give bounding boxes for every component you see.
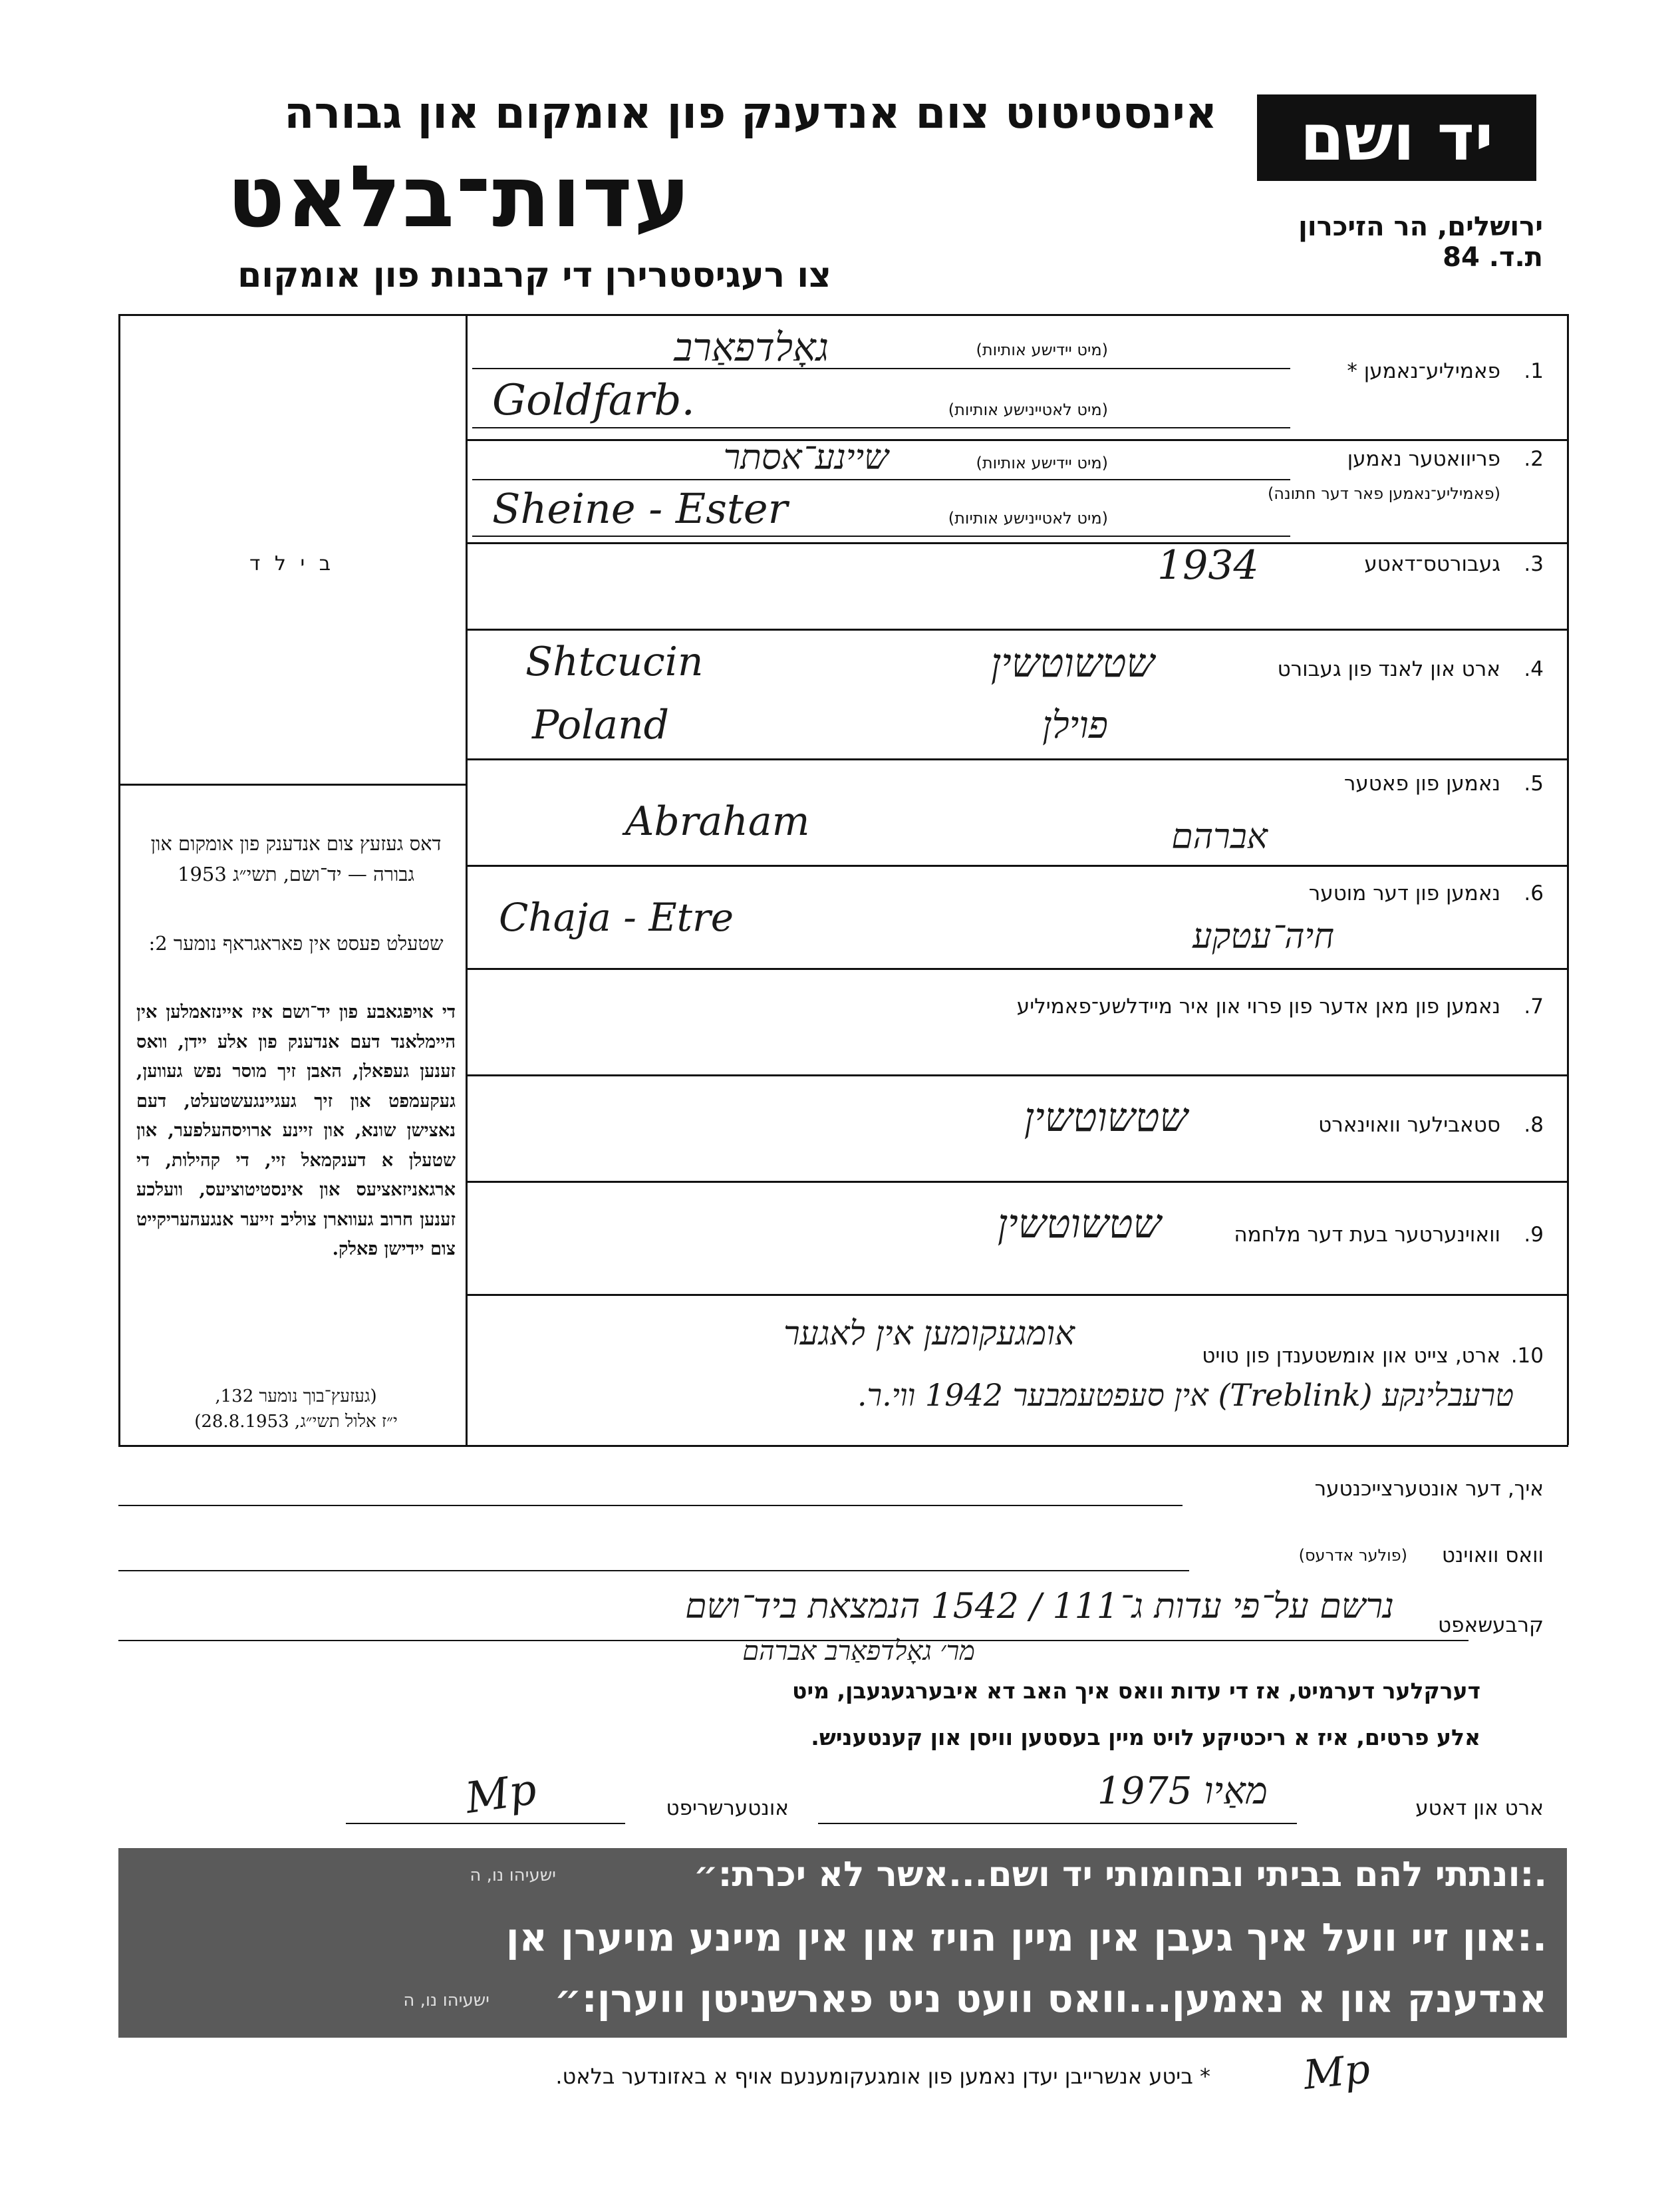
row-sep-2 xyxy=(466,542,1567,544)
law-ref-2: י״ז אלול תשי״ג, 28.8.1953) xyxy=(194,1412,398,1432)
relation-label: קרבעשאפט xyxy=(1438,1613,1544,1637)
field-label: ארט, צייט און אומשטענדן פון טויט xyxy=(1202,1344,1500,1368)
address-line[interactable] xyxy=(118,1570,1189,1571)
signature-mark[interactable]: Mp xyxy=(462,1764,540,1824)
footer-initials: Mp xyxy=(1301,2045,1373,2100)
hint-latin: (מיט לאטיינישע אותיות) xyxy=(948,400,1108,419)
birth-town-latin-value[interactable]: Shtcucin xyxy=(525,639,704,685)
field-sub-label: (פאמיליע־נאמען פאר דער חתונה) xyxy=(1267,484,1500,503)
place-date-line[interactable] xyxy=(818,1823,1297,1824)
law-text-2: שטעלט פעסט אין פאראגראף נומער 2: xyxy=(148,932,444,955)
declaration-line-1: דערקלער דערמיט, אז די עדות וואס איך האב דא איבערגעגעבן, מיט xyxy=(792,1678,1480,1704)
birth-town-yiddish-value[interactable]: שטשוטשין xyxy=(990,640,1155,687)
frame-top xyxy=(118,314,1568,316)
birth-country-latin-value[interactable]: Poland xyxy=(532,702,670,748)
institution-address xyxy=(1250,212,1543,273)
law-body: די אויפגאבע פון יד־ושם איז איינזאמלען אין היימלאנד דעם אנדענק פון אלע יידן, וואס זענען געפאלן, האבן זיך מוסר נפש געווען, געקעמפט און זיך געגיינגעשטעלט, דעם נאצישן שונא, און זיינע ארויסהעלפער, און שטעלן א דענקמאל זיי, די קהילות, די ארגאניזאציעס און אינסטיטוציעס, וועלכע זענען חרוב געווארן צוליב זייער אנגעהעריקייט צום יידישן פאלק. xyxy=(136,1002,456,1259)
field-number: 7. xyxy=(1524,995,1544,1019)
field-label: נאמען פון מאן אדער פון פרוי און איר מיידלשע־פאמיליע xyxy=(1016,995,1500,1019)
mother-name-yiddish-value[interactable]: חיה־עטקע xyxy=(1192,917,1334,957)
row-sep-3 xyxy=(466,629,1567,631)
mother-name-latin-value[interactable]: Chaja - Etre xyxy=(499,895,734,940)
family-name-yiddish-value[interactable]: גאָלדפאַרב xyxy=(674,325,829,370)
line-2a xyxy=(472,479,1290,480)
line-1b xyxy=(472,427,1290,428)
death-place-value-line-2[interactable]: טרעבלינקע (Treblink) אין סעפטעמבער 1942 ווי.ר. xyxy=(857,1377,1514,1413)
field-number: 9. xyxy=(1524,1223,1544,1247)
undersigned-line[interactable] xyxy=(118,1505,1183,1506)
row-sep-8 xyxy=(466,1181,1567,1183)
field-number: 8. xyxy=(1524,1113,1544,1137)
photo-placeholder: ב י ל ד xyxy=(249,552,335,575)
row-sep-5 xyxy=(466,865,1567,867)
declaration-line-2: אלע פרטים, איז א ריכטיקע לויט מיין בעסטען וויסן און קענטעניש. xyxy=(811,1724,1480,1750)
field-number: 2. xyxy=(1524,447,1544,471)
field-label: נאמען פון פאטער xyxy=(1343,772,1500,796)
field-number: 6. xyxy=(1524,881,1544,905)
frame-left xyxy=(118,314,120,1445)
birth-country-yiddish-value[interactable]: פוילן xyxy=(1042,704,1108,747)
row-sep-9 xyxy=(466,1294,1567,1296)
quote-banner xyxy=(118,1848,1567,2038)
row-sep-4 xyxy=(466,758,1567,760)
permanent-residence-value[interactable]: שטשוטשין xyxy=(1024,1094,1188,1141)
yad-vashem-logo: יד ושם xyxy=(1257,94,1536,181)
place-date-value[interactable]: מאַיו 1975 xyxy=(1097,1770,1268,1813)
field-label: וואוינערטער בעת דער מלחמה xyxy=(1234,1223,1500,1247)
address-hint: (פולער אדרעס) xyxy=(1298,1546,1407,1565)
row-sep-7 xyxy=(466,1074,1567,1076)
field-label: סטאבילער וואוינארט xyxy=(1318,1113,1500,1137)
form-subtitle: צו רעגיסטרירן די קרבנות פון אומקום xyxy=(237,255,831,295)
field-number: 10. xyxy=(1510,1344,1544,1368)
relation-value-1[interactable]: נרשם על־פי עדות ג־111 / 1542 הנמצאת ביד־ושם xyxy=(685,1587,1394,1627)
address-line-1: ירושלים, הר הזיכרון xyxy=(1298,212,1543,242)
law-text-1: דאס געזעץ צום אנדענק פון אומקום און גבורה — יד־ושם, תשי״ג 1953 xyxy=(150,832,442,885)
photo-box-bottom xyxy=(118,784,466,786)
father-name-latin-value[interactable]: Abraham xyxy=(625,798,810,845)
form-title: עדות־בלאט xyxy=(227,148,692,247)
wartime-residence-value[interactable]: שטשוטשין xyxy=(997,1201,1161,1247)
field-number: 5. xyxy=(1524,772,1544,796)
quote-line-1: .:ונתתי להם בביתי ובחומותי יד ושם...אשר לא יכרת:״ xyxy=(693,1855,1547,1895)
signature-line[interactable] xyxy=(346,1823,625,1824)
field-label: געבורטס־דאטע xyxy=(1364,552,1500,576)
law-reference xyxy=(136,1384,456,1434)
quote-line-3: אנדענק און א נאמען...וואס וועט ניט פארשניטן ווערן:״ xyxy=(554,1976,1547,2021)
row-sep-1 xyxy=(466,439,1567,441)
address-line-2: ת.ד. 84 xyxy=(1443,242,1543,273)
sidebar-divider xyxy=(466,314,468,1445)
field-number: 1. xyxy=(1524,359,1544,383)
undersigned-label: איך, דער אונטערצייכנטער xyxy=(1314,1477,1544,1501)
line-1a xyxy=(472,368,1290,369)
birth-date-value[interactable]: 1934 xyxy=(1157,542,1259,589)
relation-value-2[interactable]: מר׳ גאָלדפאַרב אברהם xyxy=(742,1636,975,1666)
footnote: * ביטע אנשרייבן יעדן נאמען פון אומגעקומענעם אויף א באזונדער בלאט. xyxy=(555,2064,1210,2089)
law-ref-1: (געזעץ־בוך נומער 132, xyxy=(215,1386,377,1406)
family-name-latin-value[interactable]: Goldfarb. xyxy=(492,376,695,425)
field-number: 4. xyxy=(1524,657,1544,681)
death-place-value-line-1[interactable]: אומגעקומען אין לאגער xyxy=(783,1314,1075,1352)
address-label: וואס וואוינט xyxy=(1441,1543,1544,1567)
field-label: נאמען פון דער מוטער xyxy=(1308,881,1500,905)
quote-ref-1: ישעיהו נו, ה xyxy=(470,1865,556,1885)
first-name-yiddish-value[interactable]: שיינע־אסתר xyxy=(723,438,889,478)
field-label: פאמיליע־נאמען * xyxy=(1347,359,1500,383)
hint-yiddish: (מיט יידישע אותיות) xyxy=(976,454,1108,472)
hint-latin: (מיט לאטיינישע אותיות) xyxy=(948,509,1108,528)
quote-ref-3: ישעיהו נו, ה xyxy=(403,1990,490,2010)
institute-name: אינסטיטוט צום אנדענק פון אומקום און גבורה xyxy=(284,87,1217,138)
line-2b xyxy=(472,536,1290,537)
section-divider xyxy=(118,1445,1568,1447)
frame-right xyxy=(1567,314,1569,1445)
row-sep-6 xyxy=(466,968,1567,970)
field-label: ארט און לאנד פון געבורט xyxy=(1277,657,1500,681)
place-date-label: ארט און דאטע xyxy=(1415,1796,1544,1820)
field-number: 3. xyxy=(1524,552,1544,576)
father-name-yiddish-value[interactable]: אברהם xyxy=(1171,817,1268,857)
hint-yiddish: (מיט יידישע אותיות) xyxy=(976,341,1108,359)
field-label: פריוואטער נאמען xyxy=(1347,447,1500,471)
quote-line-2: .:און זיי וועל איך געבן אין מיין הויז און אין מיינע מויערן אן xyxy=(505,1915,1547,1960)
first-name-latin-value[interactable]: Sheine - Ester xyxy=(492,484,788,533)
signature-label: אונטערשריפט xyxy=(666,1796,789,1820)
